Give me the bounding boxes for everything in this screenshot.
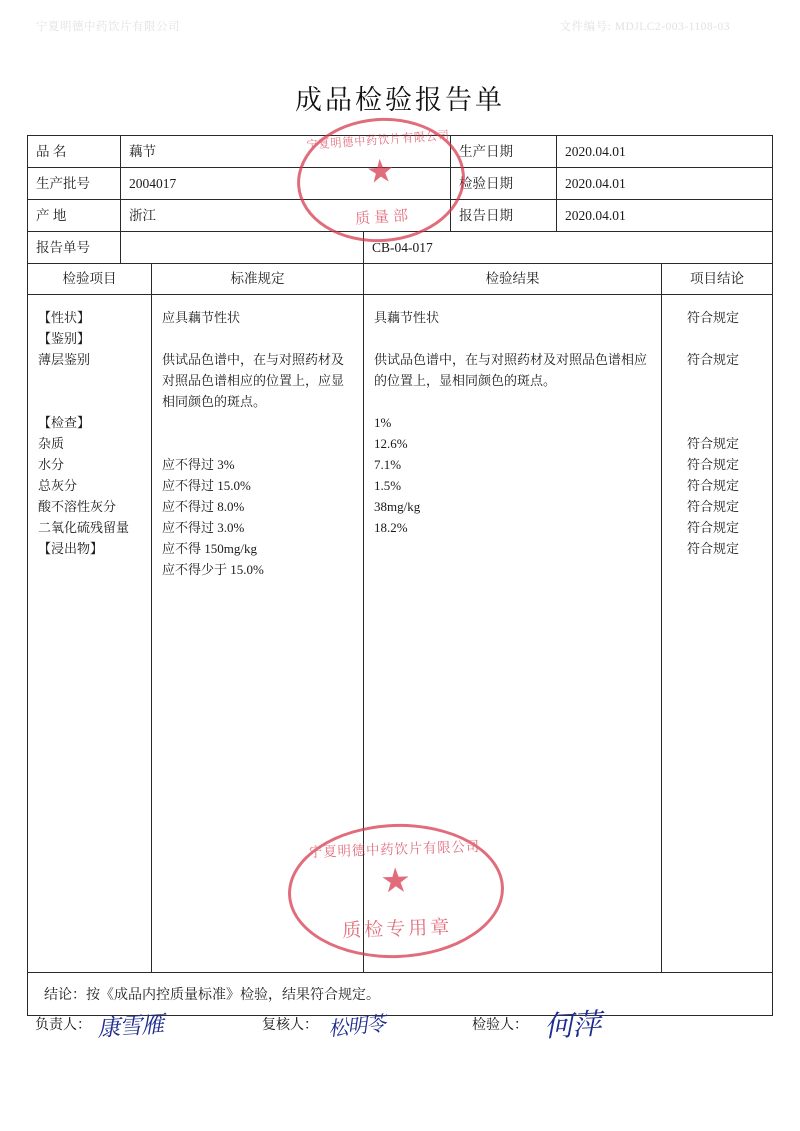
document-number-faint: 文件编号: MDJLC2-003-1108-03 xyxy=(559,21,730,33)
star-icon: ★ xyxy=(379,862,412,901)
result-so2-residue: 38mg/kg xyxy=(374,499,421,514)
standard-extract: 应不得少于 15.0% xyxy=(162,562,264,577)
item-extract: 【浸出物】 xyxy=(38,541,104,556)
inspection-date-label: 检验日期 xyxy=(451,168,557,199)
inspection-date-value: 2020.04.01 xyxy=(565,175,626,191)
final-conclusion: 结论：按《成品内控质量标准》检验，结果符合规定。 xyxy=(44,988,380,1003)
item-character: 【性状】 xyxy=(38,310,91,325)
column-header-item: 检验项目 xyxy=(28,264,152,294)
reviewer-label: 复核人： xyxy=(262,1018,318,1033)
standard-examination-spacer xyxy=(162,433,355,454)
report-no-spacer xyxy=(121,232,364,263)
item-identification: 【鉴别】 xyxy=(38,331,91,346)
standard-character: 应具藕节性状 xyxy=(162,310,241,325)
report-no-label: 报告单号 xyxy=(28,232,121,263)
product-name-label: 品 名 xyxy=(28,136,121,167)
inspection-body xyxy=(28,295,772,973)
standard-acid-insoluble-ash: 应不得过 3.0% xyxy=(162,520,245,535)
table-row xyxy=(28,232,772,264)
report-table xyxy=(27,135,773,1016)
standard-moisture: 应不得过 15.0% xyxy=(162,478,251,493)
inspector-signature xyxy=(472,1006,601,1044)
result-moisture: 12.6% xyxy=(374,436,408,451)
item-examination: 【检查】 xyxy=(38,415,91,430)
conclusion-column xyxy=(662,295,772,972)
signature-area xyxy=(27,1008,773,1068)
conclusion-extract: 符合规定 xyxy=(686,541,739,556)
result-impurity: 1% xyxy=(374,415,392,430)
company-name-faint: 宁夏明德中药饮片有限公司 xyxy=(36,21,180,33)
standard-impurity: 应不得过 3% xyxy=(162,457,235,472)
standard-total-ash: 应不得过 8.0% xyxy=(162,499,245,514)
result-extract: 18.2% xyxy=(374,520,408,535)
inspector-handwriting: 何萍 xyxy=(543,1006,601,1044)
production-date-label: 生产日期 xyxy=(451,136,557,167)
standard-column xyxy=(152,295,364,972)
conclusion-moisture: 符合规定 xyxy=(686,457,739,472)
origin-value: 浙江 xyxy=(121,200,451,231)
document-header xyxy=(0,18,800,38)
owner-handwriting: 康雪雁 xyxy=(96,1011,165,1043)
table-row xyxy=(28,168,772,200)
conclusion-tlc: 符合规定 xyxy=(686,352,739,367)
owner-label: 负责人： xyxy=(35,1018,91,1033)
stamp-arc-text: 宁夏明德中药饮片有限公司 xyxy=(308,839,481,862)
item-so2-residue: 二氧化硫残留量 xyxy=(38,520,130,535)
report-date-label: 报告日期 xyxy=(451,200,557,231)
column-header-conclusion: 项目结论 xyxy=(690,271,744,287)
report-no-value: CB-04-017 xyxy=(372,239,433,255)
result-acid-insoluble-ash: 1.5% xyxy=(374,478,402,493)
stamp-sub-text: 质量部 xyxy=(354,205,413,228)
report-date-value: 2020.04.01 xyxy=(565,207,626,223)
conclusion-total-ash: 符合规定 xyxy=(686,478,739,493)
result-column xyxy=(364,295,662,972)
reviewer-handwriting: 松明苓 xyxy=(327,1011,387,1041)
batch-value: 2004017 xyxy=(121,168,451,199)
standard-tlc: 供试品色谱中，在与对照药材及对照品色谱相应的位置上，应显相同颜色的斑点。 xyxy=(162,352,345,409)
origin-label: 产 地 xyxy=(28,200,121,231)
table-header-row xyxy=(28,264,772,295)
stamp-arc-text: 宁夏明德中药饮片有限公司 xyxy=(306,128,451,153)
table-row xyxy=(28,200,772,232)
column-header-standard: 标准规定 xyxy=(152,264,364,294)
conclusion-impurity: 符合规定 xyxy=(686,436,739,451)
star-icon: ★ xyxy=(364,152,396,190)
product-name-value: 藕节 xyxy=(121,136,451,167)
owner-signature xyxy=(35,1011,165,1043)
item-impurity: 杂质 xyxy=(38,436,65,451)
item-moisture: 水分 xyxy=(38,457,65,472)
item-tlc: 薄层鉴别 xyxy=(38,352,91,367)
conclusion-character: 符合规定 xyxy=(686,310,739,325)
result-tlc: 供试品色谱中，在与对照药材及对照品色谱相应的位置上，显相同颜色的斑点。 xyxy=(374,352,648,388)
column-header-result: 检验结果 xyxy=(364,264,662,294)
conclusion-acid-insoluble-ash: 符合规定 xyxy=(686,499,739,514)
batch-label: 生产批号 xyxy=(28,168,121,199)
inspector-label: 检验人： xyxy=(472,1018,528,1033)
conclusion-examination-spacer xyxy=(662,412,764,433)
conclusion-so2-residue: 符合规定 xyxy=(686,520,739,535)
result-character: 具藕节性状 xyxy=(374,310,440,325)
production-date-value: 2020.04.01 xyxy=(565,143,626,159)
item-column xyxy=(28,295,152,972)
standard-so2-residue: 应不得 150mg/kg xyxy=(162,541,257,556)
page-title: 成品检验报告单 xyxy=(295,85,505,116)
result-examination-spacer xyxy=(374,391,653,412)
stamp-sub-text: 质检专用章 xyxy=(341,916,453,942)
item-total-ash: 总灰分 xyxy=(38,478,78,493)
table-row xyxy=(28,136,772,168)
result-total-ash: 7.1% xyxy=(374,457,402,472)
item-acid-insoluble-ash: 酸不溶性灰分 xyxy=(38,499,117,514)
reviewer-signature xyxy=(262,1011,387,1041)
